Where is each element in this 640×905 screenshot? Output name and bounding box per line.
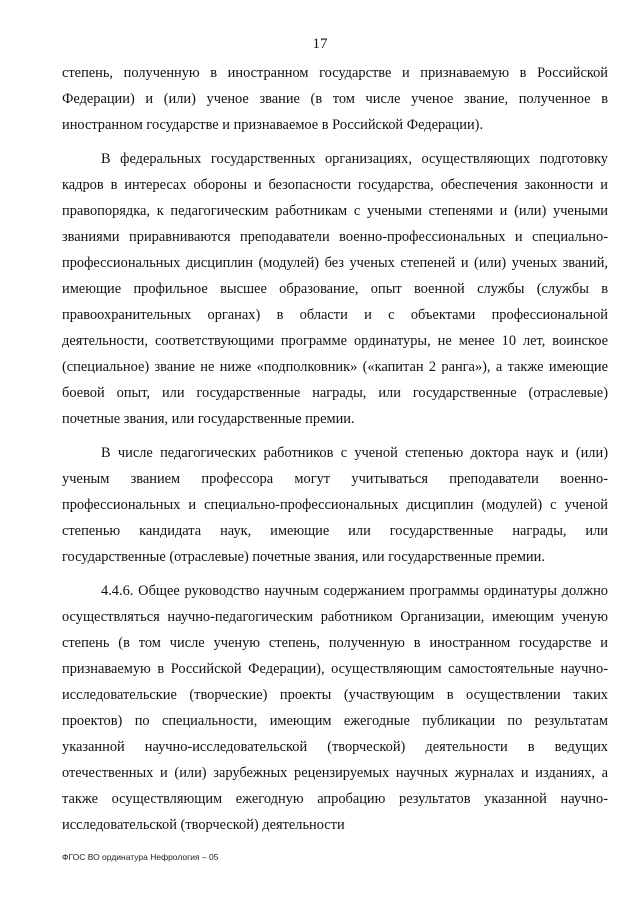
document-body <box>62 60 608 838</box>
paragraph-4-4-6: 4.4.6. Общее руководство научным содержанием программы ординатуры должно осуществляться научно-педагогическим работником Организации, имеющим ученую степень (в том числе ученую степень, полученную в иностранном государстве и признаваемую в Российской Федерации), осуществляющим самостоятельные научно-исследовательские (творческие) проекты (участвующим в осуществлении таких проектов) по специальности, имеющим ежегодные публикации по результатам указанной научно-исследовательской (творческой) деятельности в ведущих отечественных и (или) зарубежных рецензируемых научных журналах и изданиях, а также осуществляющим ежегодную апробацию результатов указанной научно-исследовательской (творческой) деятельности <box>62 583 608 833</box>
paragraph-doctors-professors: В числе педагогических работников с ученой степенью доктора наук и (или) ученым званием профессора могут учитываться преподаватели военно-профессиональных и специально-профессиональных дисциплин (модулей) с ученой степенью кандидата наук, имеющие или государственные награды, или государственные (отраслевые) почетные звания, или государственные премии. <box>62 445 608 565</box>
paragraph-federal-organizations: В федеральных государственных организациях, осуществляющих подготовку кадров в интересах обороны и безопасности государства, обеспечения законности и правопорядка, к педагогическим работникам с учеными степенями и (или) учеными званиями приравниваются преподаватели военно-профессиональных и специально-профессиональных дисциплин (модулей) без ученых степеней и (или) ученых званий, имеющие профильное высшее образование, опыт военной службы (службы в правоохранительных органах) в области и с объектами профессиональной деятельности, соответствующими программе ординатуры, не менее 10 лет, воинское (специальное) звание не ниже «подполковник» («капитан 2 ранга»), а также имеющие боевой опыт, или государственные награды, или государственные (отраслевые) почетные звания, или государственные премии. <box>62 151 608 427</box>
page-footer: ФГОС ВО ординатура Нефрология – 05 <box>62 852 219 862</box>
page-number: 17 <box>312 36 328 52</box>
paragraph-continuation: степень, полученную в иностранном государстве и признаваемую в Российской Федерации) и (или) ученое звание (в том числе ученое звание, полученное в иностранном государстве и признаваемое в Российской Федерации). <box>62 65 608 133</box>
